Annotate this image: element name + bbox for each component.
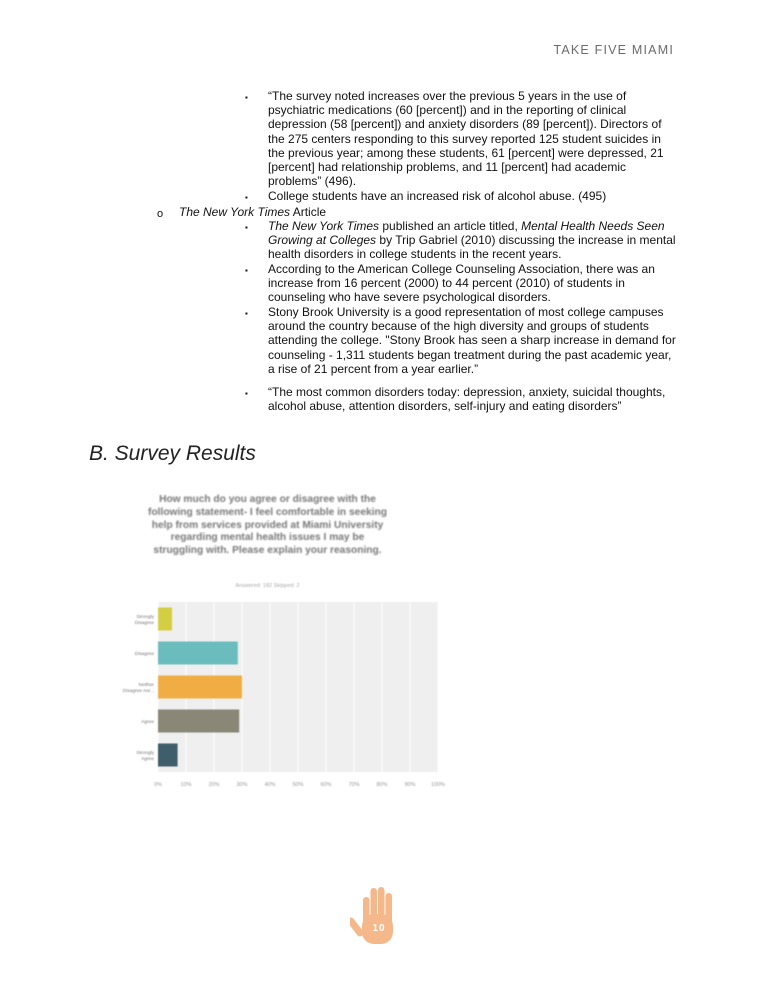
bullet-marker: ▪ [245, 93, 248, 102]
x-tick-label: 60% [320, 782, 332, 788]
nyt-text: published an article titled, [379, 219, 522, 233]
category-label: Strongly Disagree [134, 615, 154, 626]
x-tick-label: 30% [236, 782, 248, 788]
nyt-name: The New York Times [268, 219, 380, 233]
x-tick-label: 10% [180, 782, 192, 788]
chart-plot [100, 492, 445, 812]
x-tick-label: 70% [348, 782, 360, 788]
category-label: Neither Disagree nor... [122, 683, 154, 694]
hand-icon [350, 884, 406, 950]
category-label: Strongly Agree [136, 751, 154, 762]
category-label: Agree [141, 720, 154, 725]
x-tick-label: 40% [264, 782, 276, 788]
bullet-alcohol: College students have an increased risk of alcohol abuse. (495) [268, 189, 607, 203]
x-tick-label: 100% [430, 782, 445, 788]
bar-2 [158, 642, 238, 665]
x-tick-label: 0% [154, 782, 162, 788]
x-tick-label: 20% [208, 782, 220, 788]
bullet-marker: ▪ [245, 389, 248, 398]
page-number: 10 [372, 923, 386, 934]
nyt-bullet-stony-brook: Stony Brook University is a good representation of most college campuses around the country because of the high diversity and groups of students attending the college. "Stony Brook has seen a sharp increase in demand for counseling - 1,311 students began treatment during the past academic year, a rise of 21 percent from a year earlier.” [268, 305, 676, 376]
nyt-bullet-disorders: “The most common disorders today: depression, anxiety, suicidal thoughts, alcohol abuse, attention disorders, self-injury and eating disorders” [268, 385, 666, 414]
nyt-text: by Trip Gabriel (2010) discussing the increase in mental health disorders in college students in the recent years. [268, 233, 676, 262]
article-title: Mental Health Needs Seen Growing at Colleges [268, 219, 665, 248]
bullet-marker: ▪ [245, 193, 248, 202]
nyt-heading-italic: The New York Times [179, 205, 291, 219]
chart-subtitle: Answered: 182 Skipped: 2 [235, 583, 300, 589]
x-tick-label: 90% [404, 782, 416, 788]
nyt-heading [179, 205, 326, 219]
bar-4 [158, 710, 239, 733]
nyt-heading-rest: Article [290, 205, 327, 219]
x-tick-label: 50% [292, 782, 304, 788]
sub-bullet-marker: o [157, 208, 164, 220]
running-header: TAKE FIVE MIAMI [553, 43, 674, 57]
bullet-marker: ▪ [245, 266, 248, 275]
category-label: Disagree [134, 652, 154, 657]
x-tick-label: 80% [376, 782, 388, 788]
survey-chart [100, 492, 445, 812]
nyt-bullet-article [268, 219, 678, 262]
bar-3 [158, 676, 242, 699]
chart-title: How much do you agree or disagree with the following statement- I feel comfortable in seeking help from services provided at Miami University regarding mental health issues I may be struggling with. Please explain your reasoning. [148, 494, 387, 557]
nyt-bullet-acca: According to the American College Counseling Association, there was an increase from 16 percent (2000) to 44 percent (2010) of students in counseling who have severe psychological disorders. [268, 262, 655, 305]
bullet-marker: ▪ [245, 223, 248, 232]
quote-bullet-survey: “The survey noted increases over the previous 5 years in the use of psychiatric medications (60 [percent]) and in the reporting of clinical depression (58 [percent]) and anxiety disorders (89 [percent]). Directors of the 275 centers responding to this survey reported 125 student suicides in the previous year; among these students, 61 [percent] were depressed, 21 [percent] had relationship problems, and 11 [percent] had academic problems” (496). [268, 89, 664, 189]
bar-1 [158, 608, 172, 631]
section-title: B. Survey Results [89, 442, 256, 465]
bar-5 [158, 744, 178, 767]
bullet-marker: ▪ [245, 309, 248, 318]
